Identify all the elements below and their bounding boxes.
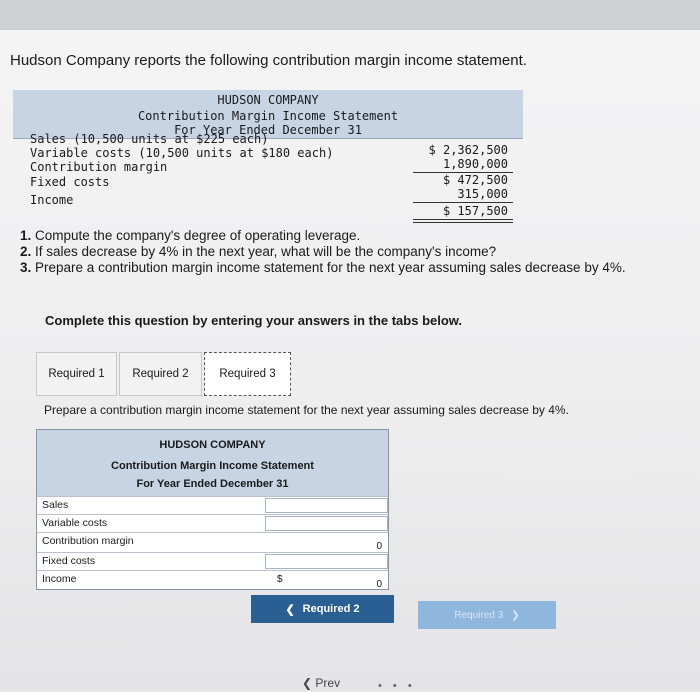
tab-required-3[interactable]: Required 3 xyxy=(204,352,291,396)
answer-table xyxy=(36,429,389,590)
prompt-text: Prepare a contribution margin income statement for the next year assuming sales decrease by 4%. xyxy=(44,403,569,417)
answer-row-variable-costs xyxy=(37,514,388,532)
instruction-text: Complete this question by entering your answers in the tabs below. xyxy=(45,313,463,328)
question-item: 3. Prepare a contribution margin income statement for the next year assuming sales decrease by 4%. xyxy=(20,260,626,275)
statement-company: HUDSON COMPANY xyxy=(217,93,319,107)
double-underline xyxy=(413,219,513,220)
chevron-left-icon: ❮ xyxy=(285,603,295,616)
next-required-label: Required 3 xyxy=(454,609,504,621)
answer-row-contribution-margin xyxy=(37,532,388,552)
variable-costs-input[interactable] xyxy=(265,516,388,531)
prev-page-label: Prev xyxy=(315,676,341,690)
double-underline xyxy=(413,222,513,223)
underline xyxy=(413,202,513,203)
questions-list xyxy=(20,228,626,276)
sales-input[interactable] xyxy=(265,498,388,513)
tab-required-2[interactable]: Required 2 xyxy=(119,352,202,396)
prev-page-link[interactable] xyxy=(302,676,340,690)
row-label: Variable costs xyxy=(42,517,108,529)
statement-row-amount: $ 2,362,500 xyxy=(428,143,508,157)
tab-required-1[interactable]: Required 1 xyxy=(36,352,117,396)
fixed-costs-input[interactable] xyxy=(265,554,388,569)
income-value: 0 xyxy=(376,579,382,590)
answer-table-header xyxy=(37,430,388,496)
answer-company: HUDSON COMPANY xyxy=(159,439,266,451)
statement-row-label: Fixed costs xyxy=(30,175,110,189)
page-indicator-decoration: • • • xyxy=(378,680,416,692)
answer-period: For Year Ended December 31 xyxy=(136,478,289,490)
statement-row-amount: $ 157,500 xyxy=(442,204,508,218)
prev-required-button[interactable] xyxy=(251,595,394,623)
top-bar xyxy=(0,0,700,30)
row-label: Fixed costs xyxy=(42,555,96,567)
statement-row-amount: 1,890,000 xyxy=(442,157,508,171)
chevron-left-icon: ❮ xyxy=(302,676,313,690)
prev-required-label: Required 2 xyxy=(302,603,360,615)
question-item: 1. Compute the company's degree of operating leverage. xyxy=(20,228,361,243)
question-item: 2. If sales decrease by 4% in the next year, what will be the company's income? xyxy=(20,244,497,259)
answer-row-fixed-costs xyxy=(37,552,388,570)
statement-row-label: Variable costs (10,500 units at $180 each) xyxy=(30,146,334,160)
chevron-right-icon: ❯ xyxy=(511,609,520,621)
answer-title: Contribution Margin Income Statement xyxy=(111,460,314,472)
statement-row-amount: $ 472,500 xyxy=(442,173,508,187)
statement-row-label: Income xyxy=(30,193,74,207)
contribution-margin-value: 0 xyxy=(376,541,382,552)
statement-row-label: Contribution margin xyxy=(30,160,168,174)
currency-sign: $ xyxy=(277,574,283,585)
answer-row-income xyxy=(37,570,388,590)
next-required-button[interactable] xyxy=(418,601,556,629)
row-label: Sales xyxy=(42,499,69,511)
statement-title: Contribution Margin Income Statement xyxy=(137,109,399,123)
statement-row-label: Sales (10,500 units at $225 each) xyxy=(30,132,269,146)
row-label: Contribution margin xyxy=(42,535,134,547)
row-label: Income xyxy=(42,573,77,585)
answer-row-sales xyxy=(37,496,388,514)
page-heading: Hudson Company reports the following contribution margin income statement. xyxy=(10,52,527,69)
statement-row-amount: 315,000 xyxy=(457,187,508,201)
statement-period: For Year Ended December 31 xyxy=(174,123,362,137)
